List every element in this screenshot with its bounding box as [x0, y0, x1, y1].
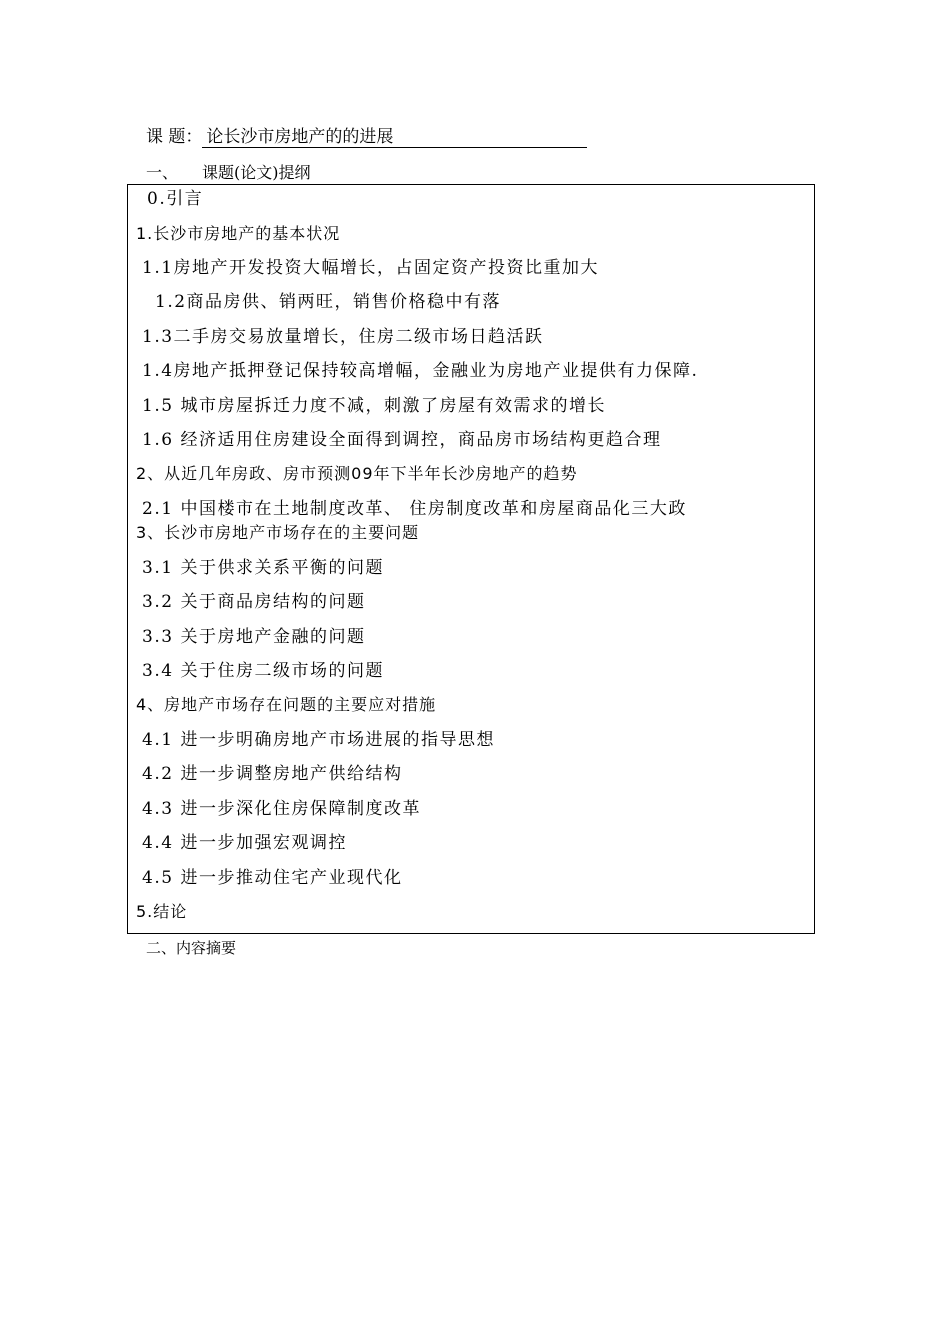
outline-item-1-1: 1.1房地产开发投资大幅增长，占固定资产投资比重加大 [142, 258, 600, 278]
outline-item-4-1: 4.1 进一步明确房地产市场进展的指导思想 [142, 730, 495, 750]
outline-item-3-4: 3.4 关于住房二级市场的问题 [142, 661, 384, 681]
outline-item-1-3: 1.3二手房交易放量增长，住房二级市场日趋活跃 [142, 327, 544, 347]
outline-item-2: 2、从近几年房政、房市预测09年下半年长沙房地产的趋势 [136, 464, 578, 483]
outline-item-1-2: 1.2商品房供、销两旺，销售价格稳中有落 [155, 292, 502, 312]
outline-box [127, 184, 815, 934]
outline-item-3-2: 3.2 关于商品房结构的问题 [142, 592, 366, 612]
outline-item-3-1: 3.1 关于供求关系平衡的问题 [142, 558, 384, 578]
section-outline-heading [146, 163, 311, 183]
topic-label: 课 题： [146, 127, 203, 147]
outline-item-1-6: 1.6 经济适用住房建设全面得到调控，商品房市场结构更趋合理 [142, 430, 662, 450]
topic-value: 论长沙市房地产的的进展 [202, 127, 587, 148]
section-outline-number: 一、 [146, 163, 179, 182]
outline-item-4-4: 4.4 进一步加强宏观调控 [142, 833, 347, 853]
outline-item-2-1: 2.1 中国楼市在土地制度改革、 住房制度改革和房屋商品化三大政 [142, 499, 687, 519]
outline-item-5-conclusion: 5.结论 [136, 902, 188, 921]
outline-item-0-intro: 0.引言 [147, 189, 204, 209]
topic-line [146, 126, 587, 148]
outline-item-4-3: 4.3 进一步深化住房保障制度改革 [142, 799, 421, 819]
outline-item-4: 4、房地产市场存在问题的主要应对措施 [136, 695, 437, 714]
outline-item-3: 3、长沙市房地产市场存在的主要问题 [136, 523, 420, 542]
outline-item-1-4: 1.4房地产抵押登记保持较高增幅，金融业为房地产业提供有力保障. [142, 361, 699, 381]
outline-item-4-5: 4.5 进一步推动住宅产业现代化 [142, 868, 403, 888]
outline-item-4-2: 4.2 进一步调整房地产供给结构 [142, 764, 403, 784]
outline-item-1: 1.长沙市房地产的基本状况 [136, 224, 341, 243]
section-outline-label: 课题(论文)提纲 [202, 163, 311, 182]
outline-item-1-5: 1.5 城市房屋拆迁力度不减，刺激了房屋有效需求的增长 [142, 396, 606, 416]
outline-item-3-3: 3.3 关于房地产金融的问题 [142, 627, 366, 647]
section-abstract-heading: 二、内容摘要 [146, 939, 237, 957]
